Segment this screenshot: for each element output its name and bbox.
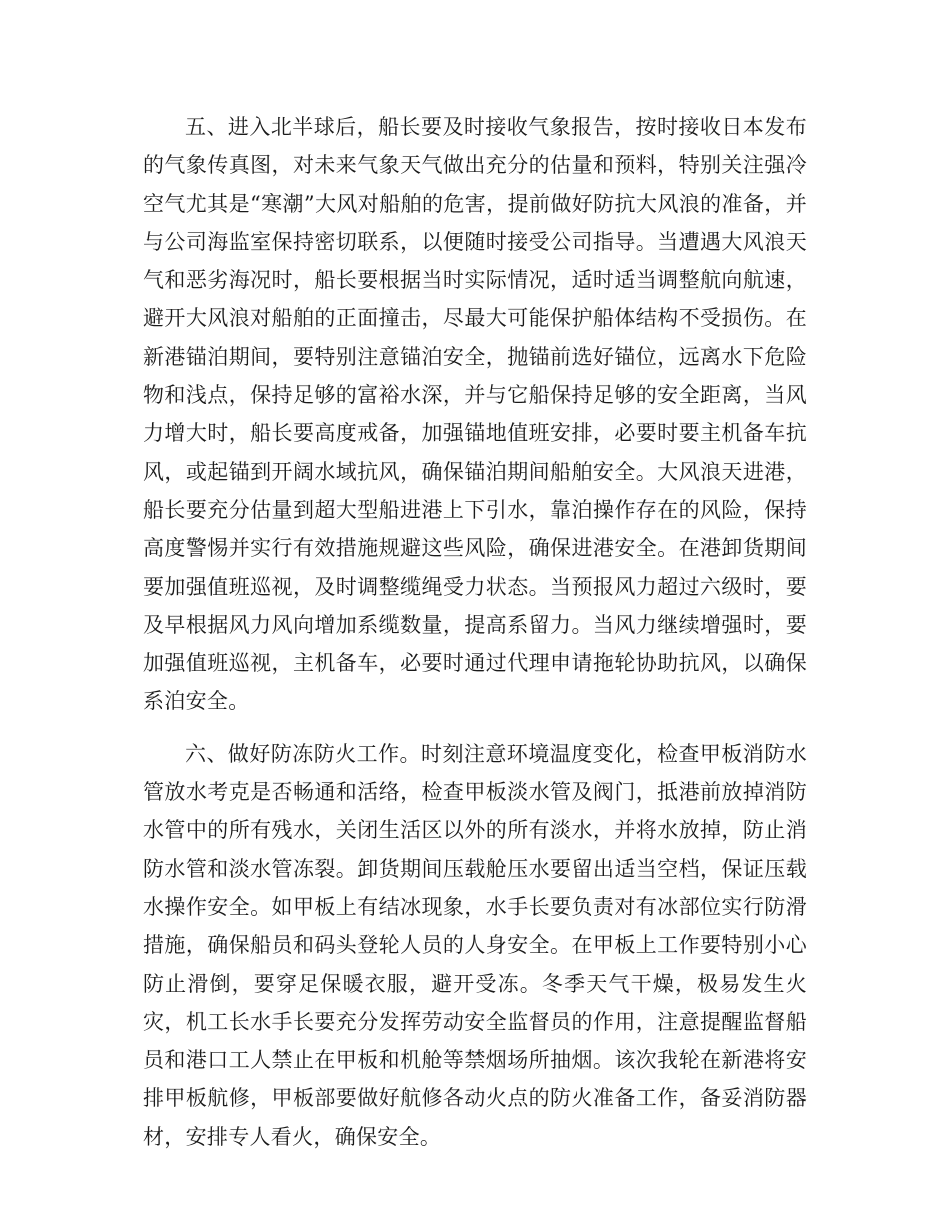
document-body (143, 108, 807, 1170)
paragraph-section-six: 六、做好防冻防火工作。时刻注意环境温度变化，检查甲板消防水管放水考克是否畅通和活络，检查甲板淡水管及阀门，抵港前放掉消防水管中的所有残水，关闭生活区以外的所有淡水，并将水放掉，防止消防水管和淡水管冻裂。卸货期间压载舱压水要留出适当空档，保证压载水操作安全。如甲板上有结冰现象，水手长要负责对有冰部位实行防滑措施，确保船员和码头登轮人员的人身安全。在甲板上工作要特别小心防止滑倒，要穿足保暖衣服，避开受冻。冬季天气干燥，极易发生火灾，机工长水手长要充分发挥劳动安全监督员的作用，注意提醒监督船员和港口工人禁止在甲板和机舱等禁烟场所抽烟。该次我轮在新港将安排甲板航修，甲板部要做好航修各动火点的防火准备工作，备妥消防器材，安排专人看火，确保安全。 (143, 741, 807, 1149)
paragraph-section-five: 五、进入北半球后，船长要及时接收气象报告，按时接收日本发布的气象传真图，对未来气象天气做出充分的估量和预料，特别关注强冷空气尤其是“寒潮”大风对船舶的危害，提前做好防抗大风浪的准备，并与公司海监室保持密切联系，以便随时接受公司指导。当遭遇大风浪天气和恶劣海况时，船长要根据当时实际情况，适时适当调整航向航速，避开大风浪对船舶的正面撞击，尽最大可能保护船体结构不受损伤。在新港锚泊期间，要特别注意锚泊安全，抛锚前选好锚位，远离水下危险物和浅点，保持足够的富裕水深，并与它船保持足够的安全距离，当风力增大时，船长要高度戒备，加强锚地值班安排，必要时要主机备车抗风，或起锚到开阔水域抗风，确保锚泊期间船舶安全。大风浪天进港，船长要充分估量到超大型船进港上下引水，靠泊操作存在的风险，保持高度警惕并实行有效措施规避这些风险，确保进港安全。在港卸货期间要加强值班巡视，及时调整缆绳受力状态。当预报风力超过六级时，要及早根据风力风向增加系缆数量，提高系留力。当风力继续增强时，要加强值班巡视，主机备车，必要时通过代理申请拖轮协助抗风，以确保系泊安全。 (143, 115, 807, 714)
